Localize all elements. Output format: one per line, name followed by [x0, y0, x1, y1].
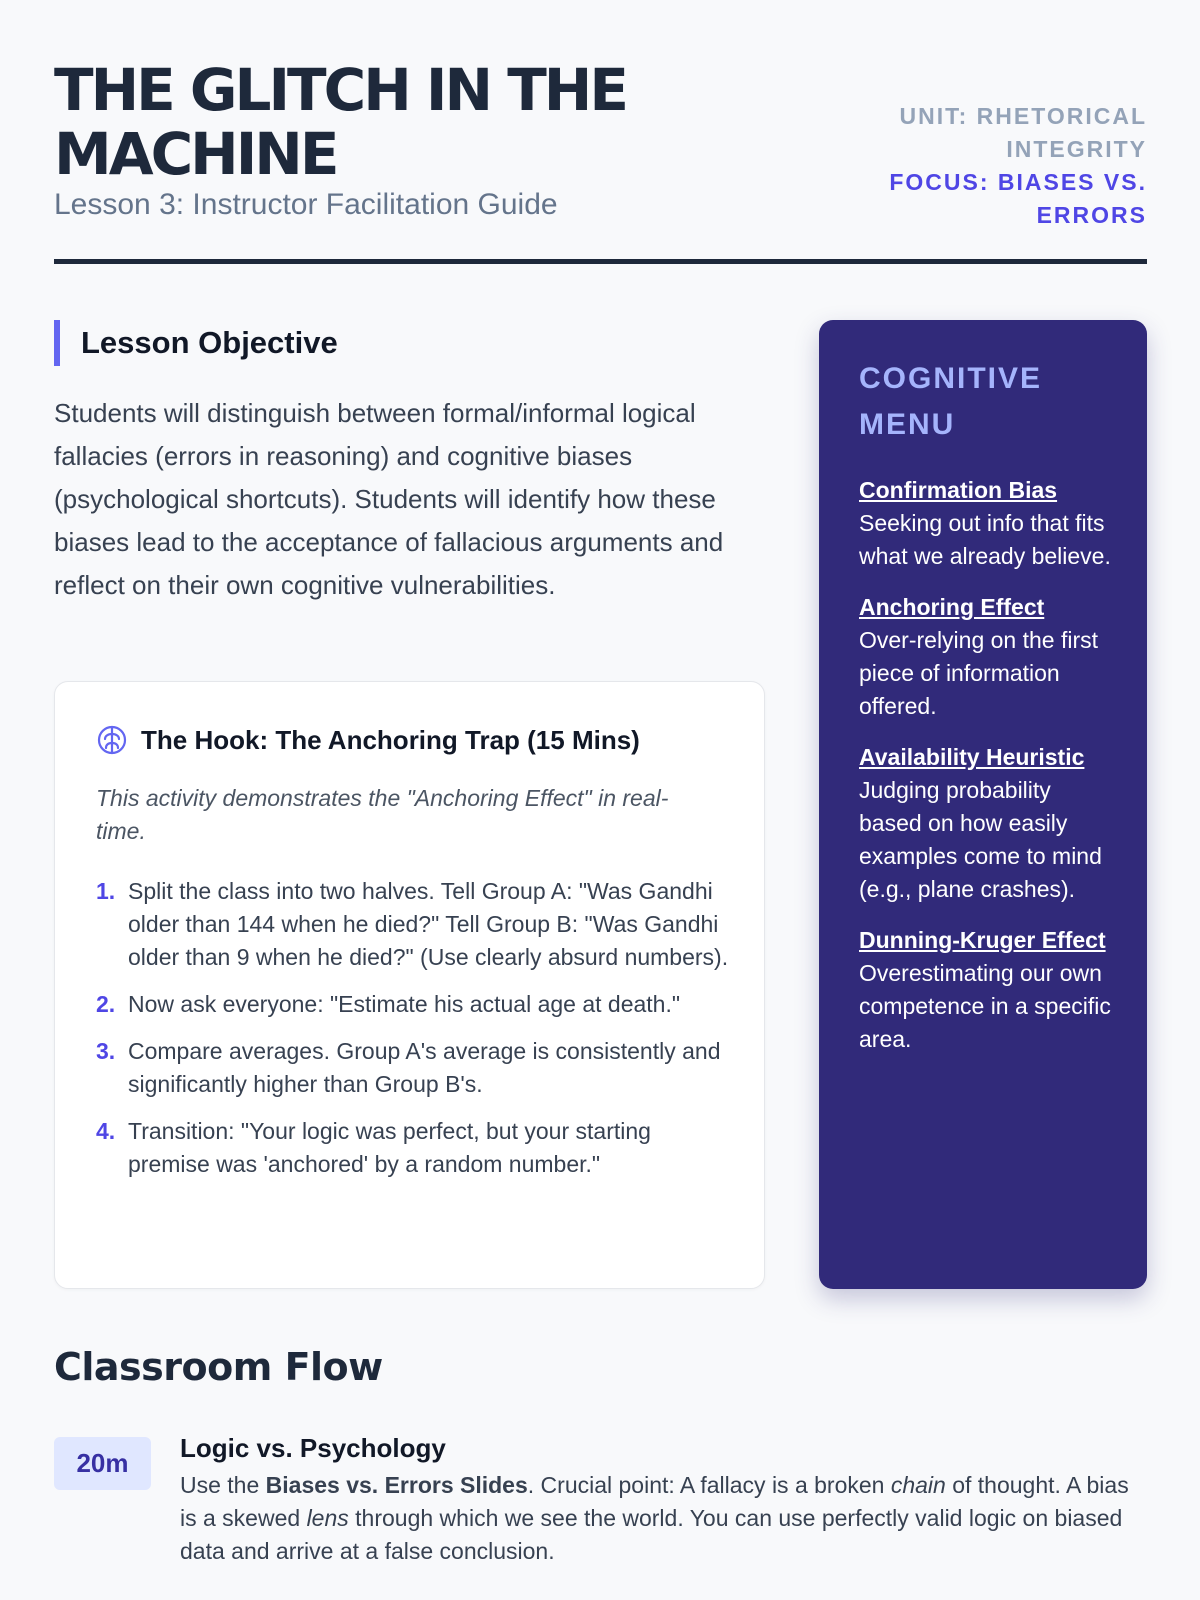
step-text: Compare averages. Group A's average is consistently and significantly higher than Group B's. — [128, 1038, 721, 1097]
hook-steps — [96, 875, 736, 1195]
cognitive-menu — [819, 320, 1147, 1289]
text-segment: of thought. A bias is a skewed — [180, 1472, 1129, 1531]
text-segment: through which we see the world. You can use perfectly valid logic on biased data and arrive at a false conclusion. — [180, 1505, 1123, 1564]
step-item — [96, 1035, 736, 1101]
objective-text: Students will distinguish between formal/informal logical fallacies (errors in reasoning) and cognitive biases (psychological shortcuts). Students will identify how these biases lead to the acceptance of fallacious arguments and reflect on their own cognitive vulnerabilities. — [54, 398, 724, 600]
step-number: 2. — [96, 991, 116, 1017]
term-link[interactable]: Anchoring Effect — [859, 594, 1045, 620]
term-description: Overestimating our own competence in a specific area. — [859, 960, 1111, 1052]
term-link[interactable]: Availability Heuristic — [859, 744, 1085, 770]
step-item — [96, 1115, 736, 1181]
step-text: Split the class into two halves. Tell Group A: "Was Gandhi older than 144 when he died?" Tell Group B: "Was Gandhi older than 9 when he died?" (Use clearly absurd numbers). — [128, 878, 729, 970]
flow-row-title: Logic vs. Psychology — [180, 1433, 446, 1463]
page-title: THE GLITCH IN THE MACHINE — [54, 56, 626, 188]
hook-title: The Hook: The Anchoring Trap (15 Mins) — [141, 724, 640, 755]
time-badge: 20m — [54, 1437, 151, 1490]
text-segment: . Crucial point: A fallacy is a broken — [527, 1472, 891, 1498]
step-item — [96, 875, 736, 974]
slides-reference: Biases vs. Errors Slides — [265, 1472, 528, 1498]
term-description: Seeking out info that fits what we already believe. — [859, 510, 1111, 569]
flow-row-body — [180, 1429, 1147, 1568]
hook-header — [96, 724, 640, 756]
step-number: 4. — [96, 1118, 116, 1144]
step-text: Transition: "Your logic was perfect, but your starting premise was 'anchored' by a random number." — [128, 1118, 651, 1177]
step-text: Now ask everyone: "Estimate his actual age at death." — [128, 991, 681, 1017]
focus-label: FOCUS: BIASES VS. ERRORS — [889, 169, 1147, 228]
lesson-meta — [847, 100, 1147, 232]
term-description: Judging probability based on how easily examples come to mind (e.g., plane crashes). — [859, 777, 1102, 902]
flow-heading: Classroom Flow — [54, 1345, 383, 1389]
menu-term — [859, 591, 1117, 723]
step-item — [96, 988, 736, 1021]
term-description: Over-relying on the first piece of information offered. — [859, 627, 1099, 719]
emphasis-lens: lens — [306, 1505, 349, 1531]
term-link[interactable]: Confirmation Bias — [859, 477, 1058, 503]
hook-card — [54, 681, 765, 1289]
menu-term — [859, 741, 1117, 906]
text-segment: Use the — [180, 1472, 266, 1498]
page-header — [54, 54, 1147, 264]
emphasis-chain: chain — [890, 1472, 946, 1498]
brain-icon — [96, 724, 128, 756]
hook-intro: This activity demonstrates the "Anchoring Effect" in real-time. — [96, 785, 669, 844]
lesson-page — [54, 0, 1147, 1600]
objective-heading: Lesson Objective — [54, 320, 338, 366]
menu-term — [859, 924, 1117, 1056]
flow-row-text — [180, 1469, 1147, 1568]
unit-label: UNIT: RHETORICAL INTEGRITY — [899, 103, 1147, 162]
menu-heading: COGNITIVE MENU — [859, 362, 1043, 441]
term-link[interactable]: Dunning-Kruger Effect — [859, 927, 1106, 953]
step-number: 1. — [96, 878, 116, 904]
step-number: 3. — [96, 1038, 116, 1064]
page-subtitle: Lesson 3: Instructor Facilitation Guide — [54, 188, 558, 221]
menu-term — [859, 474, 1117, 573]
